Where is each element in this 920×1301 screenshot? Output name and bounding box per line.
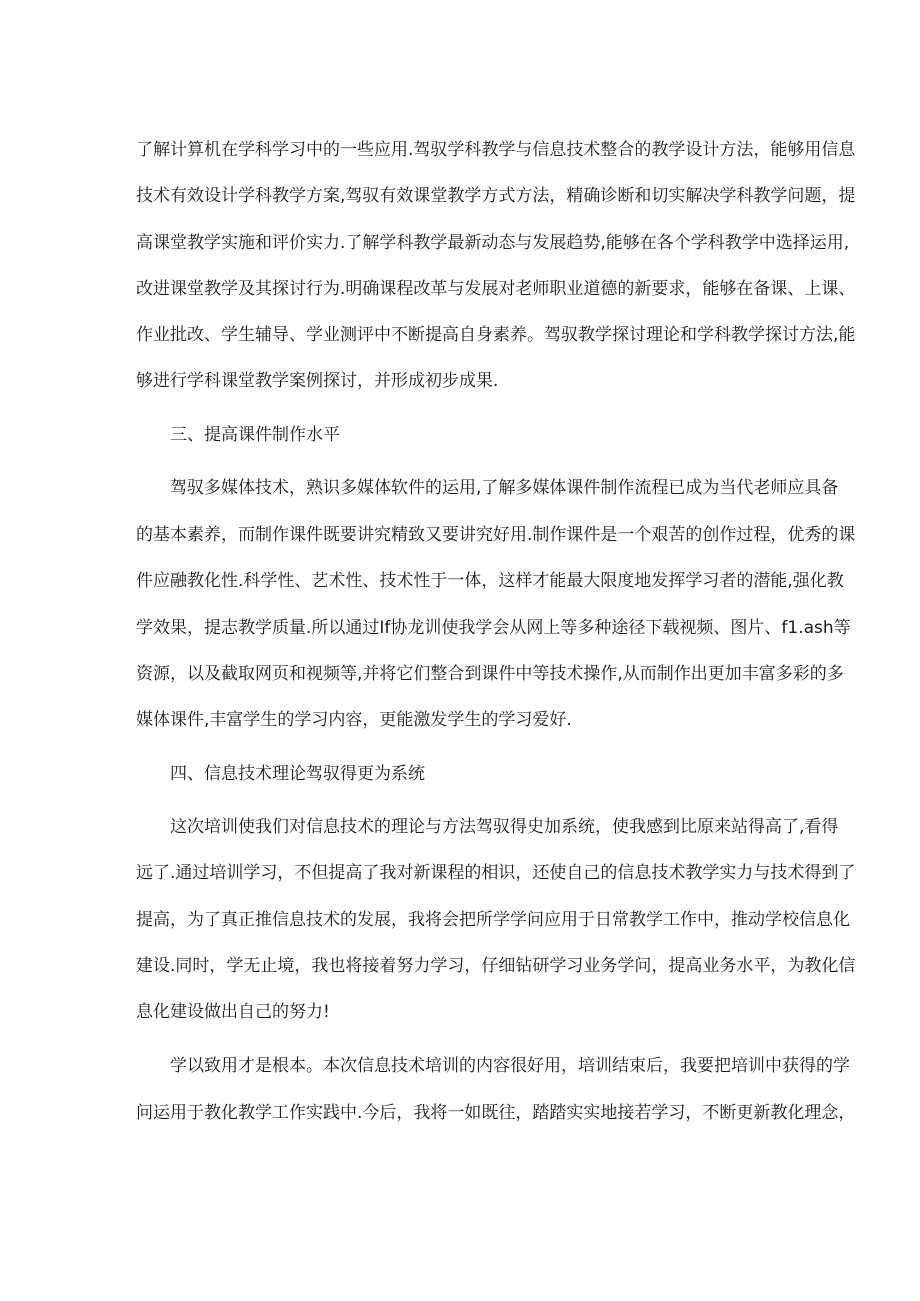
text-line: 建设.同时，学无止境，我也将接着努力学习，仔细钻研学习业务学问，提高业务水平，为教化信 bbox=[136, 956, 856, 976]
text-line: 改进课堂教学及其探讨行为.明确课程改革与发展对老师职业道德的新要求，能够在备课、上课、 bbox=[136, 279, 856, 299]
text-line: 高课堂教学实施和评价实力.了解学科教学最新动态与发展趋势,能够在各个学科教学中选择运用, bbox=[136, 233, 850, 253]
text-line: 件应融教化性.科学性、艺术性、技术性于一体，这样才能最大限度地发挥学习者的潜能,强化教 bbox=[136, 571, 844, 591]
text-line: 学以致用才是根本。本次信息技术培训的内容很好用，培训结束后，我要把培训中获得的学 bbox=[170, 1056, 850, 1076]
text-line: 提高，为了真正推信息技术的发展，我将会把所学学问应用于日常教学工作中，推动学校信息化 bbox=[136, 910, 850, 930]
text-line: 技术有效设计学科教学方案,驾驭有效课堂教学方式方法，精确诊断和切实解决学科教学问题，提 bbox=[136, 186, 856, 206]
text-line: 资源，以及截取网页和视频等,并将它们整合到课件中等技术操作,从而制作出更加丰富多彩的多 bbox=[136, 664, 844, 684]
text-line: 驾驭多媒体技术，熟识多媒体软件的运用,了解多媒体课件制作流程已成为当代老师应具备 bbox=[170, 478, 839, 498]
section-heading: 三、提高课件制作水平 bbox=[170, 425, 340, 445]
text-line: 学效果，提志教学质量.所以通过If协龙训使我学会从网上等多种途径下载视频、图片、f1.ash等 bbox=[136, 618, 851, 638]
text-line: 远了.通过培训学习，不但提高了我对新课程的相识，还使自己的信息技术教学实力与技术得到了 bbox=[136, 863, 856, 883]
text-line: 够进行学科课堂教学案例探讨，并形成初步成果. bbox=[136, 371, 499, 391]
text-line: 息化建设做出自己的努力! bbox=[136, 1002, 330, 1022]
text-line: 的基本素养，而制作课件既要讲究精致又要讲究好用.制作课件是一个艰苦的创作过程，优秀的课 bbox=[136, 525, 856, 545]
text-line: 作业批改、学生辅导、学业测评中不断提高自身素养。驾驭教学探讨理论和学科教学探讨方法,能 bbox=[136, 325, 856, 345]
text-line: 问运用于教化教学工作实践中.今后，我将一如既往，踏踏实实地接若学习，不断更新教化理念， bbox=[136, 1103, 856, 1123]
text-line: 了解计算机在学科学习中的一些应用.驾驭学科教学与信息技术整合的教学设计方法，能够用信息 bbox=[136, 140, 856, 160]
text-line: 媒体课件,丰富学生的学习内容，更能激发学生的学习爱好. bbox=[136, 710, 572, 730]
text-line: 这次培训使我们对信息技术的理论与方法驾驭得史加系统，使我感到比原来站得高了,看得 bbox=[170, 817, 839, 837]
section-heading: 四、信息技术理论驾驭得更为系统 bbox=[170, 764, 425, 784]
